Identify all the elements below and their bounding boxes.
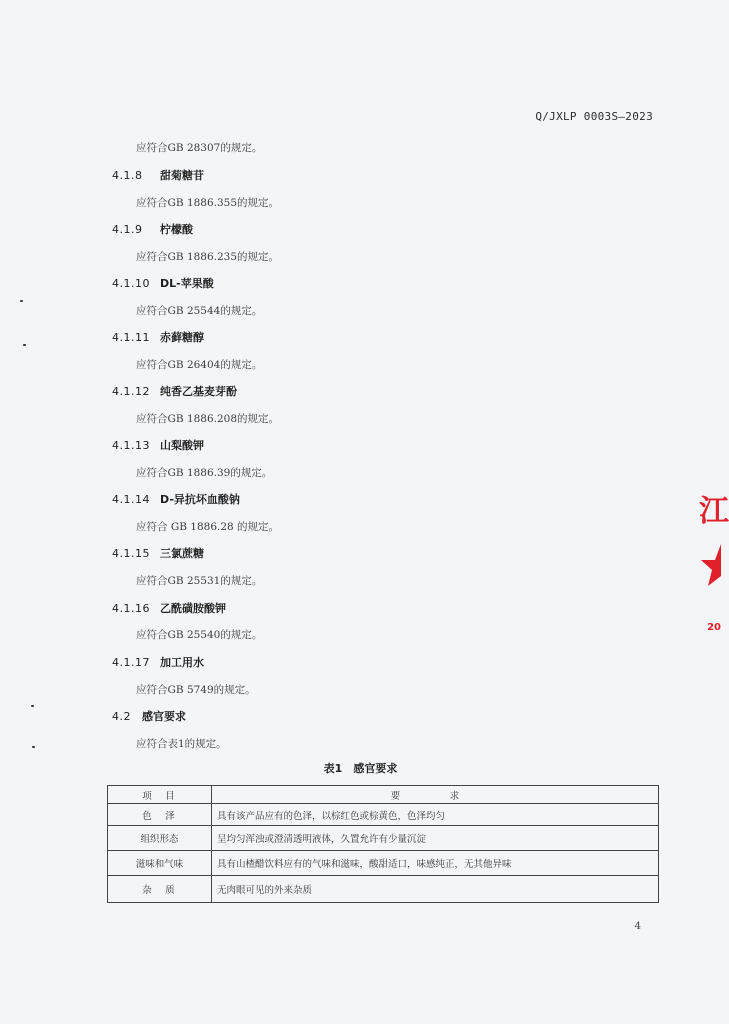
page-number: 4 — [634, 921, 641, 932]
table-cell-item: 杂 质 — [108, 876, 212, 903]
table-row — [108, 876, 659, 903]
section-heading-4-1-14 — [112, 491, 240, 507]
section-heading-4-1-16 — [112, 600, 226, 616]
section-title: 柠檬酸 — [160, 223, 193, 236]
requirement-text: 应符合GB 25540的规定。 — [136, 629, 263, 641]
table-row — [108, 826, 659, 851]
section-heading-4-1-11 — [112, 329, 204, 345]
section-title: 乙酰磺胺酸钾 — [160, 602, 226, 615]
table-header-row — [108, 786, 659, 804]
section-title: 甜菊糖苷 — [160, 169, 204, 182]
section-number: 4.1.11 — [112, 331, 150, 344]
section-number: 4.1.17 — [112, 656, 150, 669]
requirement-text: 应符合GB 25544的规定。 — [136, 305, 263, 317]
scan-speck — [31, 705, 34, 707]
table-cell-requirement: 无肉眼可见的外来杂质 — [212, 876, 659, 903]
requirement-text: 应符合GB 5749的规定。 — [136, 684, 256, 696]
section-heading-4-1-13 — [112, 437, 204, 453]
seal-fragment: 20 — [707, 622, 721, 633]
table-header-cell: 项 目 — [108, 786, 212, 804]
table-title: 表1 感官要求 — [323, 762, 398, 775]
section-heading-4-1-10 — [112, 275, 214, 291]
requirement-text: 应符合GB 1886.235的规定。 — [136, 251, 280, 263]
section-number: 4.1.15 — [112, 547, 150, 560]
standard-number: Q/JXLP 0003S—2023 — [535, 110, 653, 123]
section-heading-4-1-8 — [112, 167, 204, 183]
section-number: 4.1.10 — [112, 277, 150, 290]
section-heading-4-1-9 — [112, 221, 193, 237]
scan-speck — [23, 344, 26, 346]
requirement-text: 应符合GB 1886.39的规定。 — [136, 467, 273, 479]
section-heading-4-1-15 — [112, 545, 204, 561]
table-cell-requirement: 具有该产品应有的色泽，以棕红色或棕黄色，色泽均匀 — [212, 804, 659, 826]
section-number: 4.2 — [112, 710, 131, 723]
table-cell-requirement: 具有山楂醋饮料应有的气味和滋味，酸甜适口，味感纯正，无其他异味 — [212, 851, 659, 876]
section-title: 山梨酸钾 — [160, 439, 204, 452]
seal-fragment: 江 — [699, 494, 729, 529]
section-title: 三氯蔗糖 — [160, 547, 204, 560]
scan-speck — [32, 746, 35, 748]
table-cell-item: 组织形态 — [108, 826, 212, 851]
table-cell-item: 滋味和气味 — [108, 851, 212, 876]
section-title: 加工用水 — [160, 656, 204, 669]
requirement-text: 应符合GB 1886.355的规定。 — [136, 197, 280, 209]
section-title: 感官要求 — [142, 710, 186, 723]
section-heading-4-1-12 — [112, 383, 237, 399]
section-number: 4.1.14 — [112, 493, 150, 506]
table-cell-item: 色 泽 — [108, 804, 212, 826]
requirement-text: 应符合 GB 1886.28 的规定。 — [136, 521, 280, 533]
section-title: D-异抗坏血酸钠 — [160, 493, 240, 506]
scan-speck — [20, 300, 23, 302]
requirement-text: 应符合GB 26404的规定。 — [136, 359, 263, 371]
sensory-requirements-table — [107, 785, 659, 903]
section-number: 4.1.16 — [112, 602, 150, 615]
requirement-text: 应符合GB 25531的规定。 — [136, 575, 263, 587]
table-header-cell: 要 求 — [212, 786, 659, 804]
requirement-text: 应符合表1的规定。 — [136, 738, 227, 750]
section-title: DL-苹果酸 — [160, 277, 214, 290]
section-number: 4.1.9 — [112, 223, 143, 236]
section-title: 赤藓糖醇 — [160, 331, 204, 344]
section-number: 4.1.8 — [112, 169, 143, 182]
section-heading-4-1-17 — [112, 654, 204, 670]
table-row — [108, 851, 659, 876]
table-cell-requirement: 呈均匀浑浊或澄清透明液体，久置允许有少量沉淀 — [212, 826, 659, 851]
section-title: 纯香乙基麦芽酚 — [160, 385, 237, 398]
section-number: 4.1.13 — [112, 439, 150, 452]
section-number: 4.1.12 — [112, 385, 150, 398]
requirement-text: 应符合GB 1886.208的规定。 — [136, 413, 280, 425]
seal-star-icon — [699, 540, 721, 590]
section-heading-4-2 — [112, 708, 186, 724]
requirement-text: 应符合GB 28307的规定。 — [136, 142, 263, 154]
table-row — [108, 804, 659, 826]
